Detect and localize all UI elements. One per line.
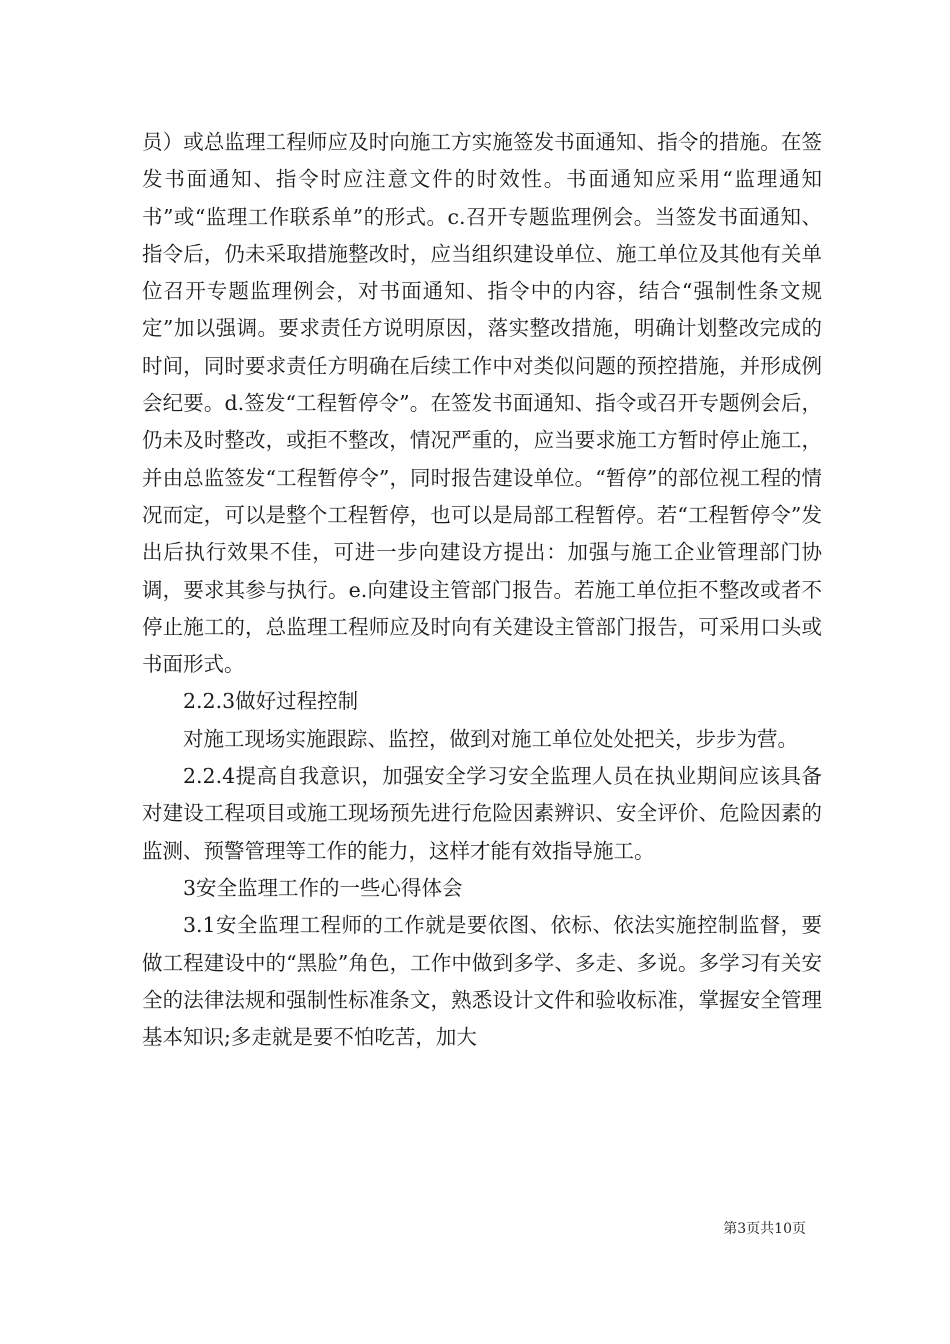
- paragraph-self-awareness: 2.2.4提高自我意识，加强安全学习安全监理人员在执业期间应该具备对建设工程项目或施工现场预先进行危险因素辨识、安全评价、危险因素的监测、预警管理等工作的能力，这样才能有效指导施工。: [142, 764, 822, 863]
- page-number: 第3页共10页: [723, 1221, 806, 1237]
- paragraph-process-control: 对施工现场实施跟踪、监控，做到对施工单位处处把关，步步为营。: [183, 726, 798, 751]
- section-heading-3: 3安全监理工作的一些心得体会: [183, 875, 463, 900]
- paragraph-3-1: 3.1安全监理工程师的工作就是要依图、依标、依法实施控制监督，要做工程建设中的“黑脸”角色，工作中做到多学、多走、多说。多学习有关安全的法律法规和强制性标准条文，熟悉设计文件和验收标准，掌握安全管理基本知识;多走就是要不怕吃苦，加大: [142, 913, 822, 1050]
- section-heading-2-2-3: 2.2.3做好过程控制: [183, 689, 359, 714]
- body-text: [142, 124, 822, 1056]
- paragraph-continuation: 员）或总监理工程师应及时向施工方实施签发书面通知、指令的措施。在签发书面通知、指令时应注意文件的时效性。书面通知应采用“监理通知书”或“监理工作联系单”的形式。c.召开专题监理例会。当签发书面通知、指令后，仍未采取措施整改时，应当组织建设单位、施工单位及其他有关单位召开专题监理例会，对书面通知、指令中的内容，结合“强制性条文规定”加以强调。要求责任方说明原因，落实整改措施，明确计划整改完成的时间，同时要求责任方明确在后续工作中对类似问题的预控措施，并形成例会纪要。d.签发“工程暂停令”。在签发书面通知、指令或召开专题例会后，仍未及时整改，或拒不整改，情况严重的，应当要求施工方暂时停止施工，并由总监签发“工程暂停令”，同时报告建设单位。“暂停”的部位视工程的情况而定，可以是整个工程暂停，也可以是局部工程暂停。若“工程暂停令”发出后执行效果不佳，可进一步向建设方提出：加强与施工企业管理部门协调，要求其参与执行。e.向建设主管部门报告。若施工单位拒不整改或者不停止施工的，总监理工程师应及时向有关建设主管部门报告，可采用口头或书面形式。: [142, 130, 822, 677]
